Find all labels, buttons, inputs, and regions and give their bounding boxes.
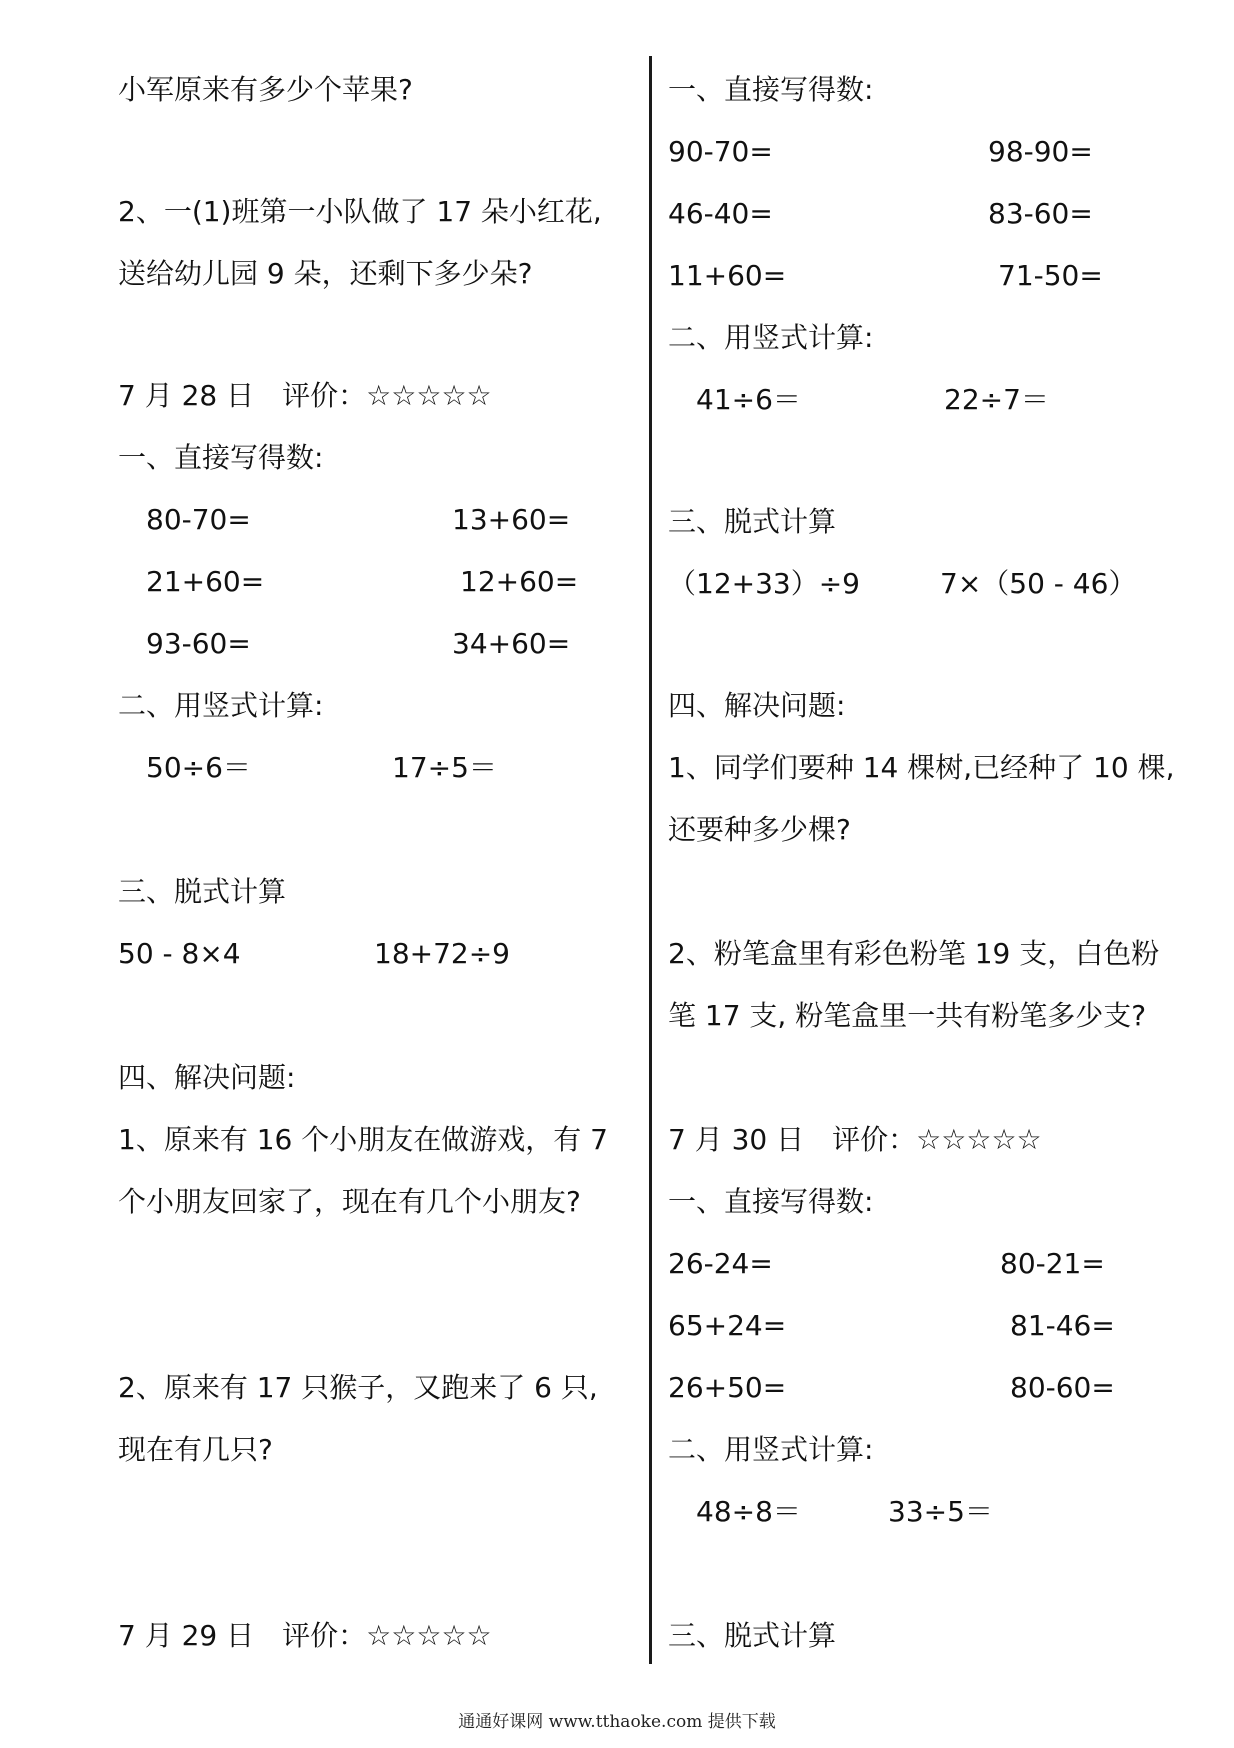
column-divider (649, 56, 652, 1664)
arithmetic-item: 26-24= (668, 1247, 773, 1280)
arithmetic-item: 21+60= (146, 565, 265, 598)
step-calc-item: 18+72÷9 (374, 937, 510, 970)
arithmetic-item: 81-46= (1010, 1309, 1115, 1342)
date-rating-header: 7 月 28 日 评价：☆☆☆☆☆ (118, 379, 492, 412)
section-heading: 三、脱式计算 (668, 505, 837, 538)
section-heading: 二、用竖式计算: (668, 1433, 874, 1466)
vertical-calc-item: 48÷8＝ (696, 1495, 801, 1528)
word-problem-line: 送给幼儿园 9 朵，还剩下多少朵? (118, 257, 533, 290)
arithmetic-item: 80-21= (1000, 1247, 1105, 1280)
vertical-calc-item: 22÷7＝ (944, 383, 1049, 416)
arithmetic-item: 80-70= (146, 503, 251, 536)
arithmetic-item: 12+60= (460, 565, 579, 598)
section-heading: 三、脱式计算 (118, 875, 287, 908)
arithmetic-item: 46-40= (668, 197, 773, 230)
word-problem-line: 个小朋友回家了，现在有几个小朋友? (118, 1185, 581, 1218)
arithmetic-item: 11+60= (668, 259, 787, 292)
step-calc-item: （12+33）÷9 (668, 567, 860, 600)
section-heading: 一、直接写得数: (668, 73, 874, 106)
step-calc-item: 50 - 8×4 (118, 937, 241, 970)
word-problem-line: 2、原来有 17 只猴子，又跑来了 6 只, (118, 1371, 598, 1404)
section-heading: 一、直接写得数: (668, 1185, 874, 1218)
word-problem-line: 还要种多少棵? (668, 813, 851, 846)
word-problem-line: 2、一(1)班第一小队做了 17 朵小红花, (118, 195, 602, 228)
vertical-calc-item: 33÷5＝ (888, 1495, 993, 1528)
arithmetic-item: 26+50= (668, 1371, 787, 1404)
word-problem-line: 1、原来有 16 个小朋友在做游戏，有 7 (118, 1123, 608, 1156)
section-heading: 二、用竖式计算: (118, 689, 324, 722)
arithmetic-item: 71-50= (998, 259, 1103, 292)
word-problem-line: 笔 17 支, 粉笔盒里一共有粉笔多少支? (668, 999, 1147, 1032)
word-problem-line: 2、粉笔盒里有彩色粉笔 19 支，白色粉 (668, 937, 1160, 970)
arithmetic-item: 65+24= (668, 1309, 787, 1342)
vertical-calc-item: 17÷5＝ (392, 751, 497, 784)
page-footer: 通通好课网 www.tthaoke.com 提供下载 (458, 1712, 776, 1732)
question-text: 小军原来有多少个苹果? (118, 73, 413, 106)
arithmetic-item: 93-60= (146, 627, 251, 660)
vertical-calc-item: 41÷6＝ (696, 383, 801, 416)
date-rating-header: 7 月 29 日 评价：☆☆☆☆☆ (118, 1619, 492, 1652)
arithmetic-item: 98-90= (988, 135, 1093, 168)
section-heading: 二、用竖式计算: (668, 321, 874, 354)
section-heading: 四、解决问题: (668, 689, 846, 722)
arithmetic-item: 83-60= (988, 197, 1093, 230)
vertical-calc-item: 50÷6＝ (146, 751, 251, 784)
step-calc-item: 7×（50 - 46） (940, 567, 1137, 600)
section-heading: 三、脱式计算 (668, 1619, 837, 1652)
section-heading: 一、直接写得数: (118, 441, 324, 474)
arithmetic-item: 80-60= (1010, 1371, 1115, 1404)
section-heading: 四、解决问题: (118, 1061, 296, 1094)
word-problem-line: 1、同学们要种 14 棵树,已经种了 10 棵, (668, 751, 1175, 784)
arithmetic-item: 34+60= (452, 627, 571, 660)
date-rating-header: 7 月 30 日 评价：☆☆☆☆☆ (668, 1123, 1042, 1156)
arithmetic-item: 90-70= (668, 135, 773, 168)
arithmetic-item: 13+60= (452, 503, 571, 536)
word-problem-line: 现在有几只? (118, 1433, 273, 1466)
